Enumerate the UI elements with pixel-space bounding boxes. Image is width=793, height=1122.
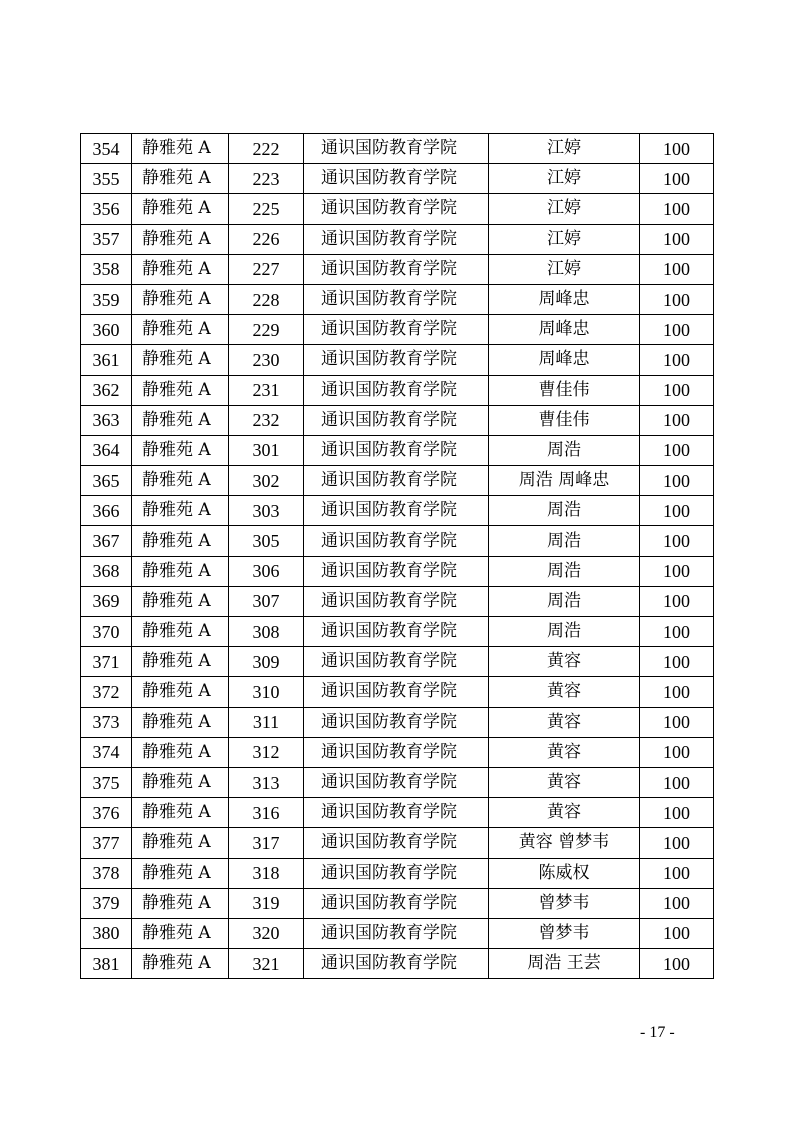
cell-college: 通识国防教育学院 [304, 556, 489, 586]
table-row [81, 194, 714, 224]
cell-building: 静雅苑 A [132, 858, 229, 888]
cell-score: 100 [640, 224, 714, 254]
cell-person-in-charge: 黄容 [489, 798, 640, 828]
cell-score: 100 [640, 284, 714, 314]
cell-college: 通识国防教育学院 [304, 254, 489, 284]
cell-room-number: 320 [229, 918, 304, 948]
table-row [81, 798, 714, 828]
cell-college: 通识国防教育学院 [304, 918, 489, 948]
cell-score: 100 [640, 375, 714, 405]
cell-room-number: 301 [229, 435, 304, 465]
cell-college: 通识国防教育学院 [304, 586, 489, 616]
cell-building: 静雅苑 A [132, 526, 229, 556]
cell-person-in-charge: 周峰忠 [489, 315, 640, 345]
table-body [81, 134, 714, 979]
cell-building: 静雅苑 A [132, 949, 229, 979]
cell-score: 100 [640, 888, 714, 918]
cell-score: 100 [640, 858, 714, 888]
cell-serial-number: 381 [81, 949, 132, 979]
cell-serial-number: 379 [81, 888, 132, 918]
cell-college: 通识国防教育学院 [304, 888, 489, 918]
cell-person-in-charge: 黄容 [489, 647, 640, 677]
table-row [81, 556, 714, 586]
cell-score: 100 [640, 737, 714, 767]
cell-serial-number: 362 [81, 375, 132, 405]
cell-room-number: 321 [229, 949, 304, 979]
dormitory-score-table [80, 133, 714, 979]
cell-serial-number: 354 [81, 134, 132, 164]
cell-serial-number: 358 [81, 254, 132, 284]
cell-person-in-charge: 周浩 [489, 556, 640, 586]
cell-serial-number: 363 [81, 405, 132, 435]
cell-score: 100 [640, 526, 714, 556]
table-row [81, 677, 714, 707]
cell-building: 静雅苑 A [132, 315, 229, 345]
cell-room-number: 313 [229, 767, 304, 797]
cell-room-number: 319 [229, 888, 304, 918]
cell-person-in-charge: 周浩 [489, 496, 640, 526]
cell-college: 通识国防教育学院 [304, 375, 489, 405]
cell-serial-number: 373 [81, 707, 132, 737]
cell-score: 100 [640, 647, 714, 677]
cell-score: 100 [640, 466, 714, 496]
cell-building: 静雅苑 A [132, 224, 229, 254]
cell-score: 100 [640, 617, 714, 647]
cell-room-number: 318 [229, 858, 304, 888]
cell-room-number: 222 [229, 134, 304, 164]
table-row [81, 617, 714, 647]
table-row [81, 284, 714, 314]
cell-room-number: 228 [229, 284, 304, 314]
cell-score: 100 [640, 315, 714, 345]
cell-room-number: 227 [229, 254, 304, 284]
cell-person-in-charge: 江婷 [489, 224, 640, 254]
cell-college: 通识国防教育学院 [304, 647, 489, 677]
cell-serial-number: 369 [81, 586, 132, 616]
cell-person-in-charge: 江婷 [489, 254, 640, 284]
table-row [81, 435, 714, 465]
cell-building: 静雅苑 A [132, 375, 229, 405]
cell-person-in-charge: 周峰忠 [489, 345, 640, 375]
cell-building: 静雅苑 A [132, 888, 229, 918]
cell-room-number: 226 [229, 224, 304, 254]
cell-score: 100 [640, 767, 714, 797]
cell-score: 100 [640, 435, 714, 465]
cell-building: 静雅苑 A [132, 617, 229, 647]
cell-score: 100 [640, 707, 714, 737]
table-row [81, 224, 714, 254]
cell-college: 通识国防教育学院 [304, 164, 489, 194]
cell-room-number: 311 [229, 707, 304, 737]
cell-building: 静雅苑 A [132, 918, 229, 948]
cell-building: 静雅苑 A [132, 345, 229, 375]
cell-serial-number: 374 [81, 737, 132, 767]
cell-room-number: 302 [229, 466, 304, 496]
cell-score: 100 [640, 496, 714, 526]
cell-serial-number: 356 [81, 194, 132, 224]
cell-serial-number: 368 [81, 556, 132, 586]
cell-serial-number: 380 [81, 918, 132, 948]
cell-serial-number: 366 [81, 496, 132, 526]
cell-serial-number: 372 [81, 677, 132, 707]
cell-person-in-charge: 江婷 [489, 194, 640, 224]
cell-building: 静雅苑 A [132, 164, 229, 194]
cell-room-number: 310 [229, 677, 304, 707]
table-row [81, 586, 714, 616]
cell-score: 100 [640, 586, 714, 616]
cell-college: 通识国防教育学院 [304, 435, 489, 465]
cell-college: 通识国防教育学院 [304, 315, 489, 345]
cell-room-number: 230 [229, 345, 304, 375]
cell-building: 静雅苑 A [132, 707, 229, 737]
cell-building: 静雅苑 A [132, 134, 229, 164]
cell-serial-number: 360 [81, 315, 132, 345]
cell-room-number: 223 [229, 164, 304, 194]
cell-serial-number: 361 [81, 345, 132, 375]
table-row [81, 918, 714, 948]
cell-college: 通识国防教育学院 [304, 496, 489, 526]
cell-serial-number: 377 [81, 828, 132, 858]
table-row [81, 345, 714, 375]
cell-person-in-charge: 曹佳伟 [489, 375, 640, 405]
cell-score: 100 [640, 798, 714, 828]
cell-building: 静雅苑 A [132, 254, 229, 284]
table-row [81, 647, 714, 677]
cell-person-in-charge: 陈威权 [489, 858, 640, 888]
cell-building: 静雅苑 A [132, 647, 229, 677]
cell-college: 通识国防教育学院 [304, 284, 489, 314]
cell-building: 静雅苑 A [132, 194, 229, 224]
cell-building: 静雅苑 A [132, 284, 229, 314]
cell-score: 100 [640, 345, 714, 375]
cell-building: 静雅苑 A [132, 798, 229, 828]
cell-room-number: 316 [229, 798, 304, 828]
cell-room-number: 308 [229, 617, 304, 647]
cell-score: 100 [640, 405, 714, 435]
cell-person-in-charge: 曾梦韦 [489, 888, 640, 918]
cell-score: 100 [640, 164, 714, 194]
table-row [81, 767, 714, 797]
cell-building: 静雅苑 A [132, 405, 229, 435]
cell-person-in-charge: 江婷 [489, 164, 640, 194]
cell-serial-number: 375 [81, 767, 132, 797]
cell-college: 通识国防教育学院 [304, 677, 489, 707]
table-row [81, 496, 714, 526]
cell-college: 通识国防教育学院 [304, 617, 489, 647]
table-row [81, 134, 714, 164]
cell-room-number: 305 [229, 526, 304, 556]
cell-person-in-charge: 周浩 [489, 435, 640, 465]
table-row [81, 375, 714, 405]
cell-building: 静雅苑 A [132, 586, 229, 616]
cell-serial-number: 365 [81, 466, 132, 496]
cell-room-number: 231 [229, 375, 304, 405]
cell-serial-number: 367 [81, 526, 132, 556]
cell-room-number: 317 [229, 828, 304, 858]
cell-building: 静雅苑 A [132, 435, 229, 465]
cell-room-number: 225 [229, 194, 304, 224]
cell-score: 100 [640, 556, 714, 586]
cell-person-in-charge: 周浩 王芸 [489, 949, 640, 979]
cell-score: 100 [640, 677, 714, 707]
cell-room-number: 229 [229, 315, 304, 345]
cell-room-number: 306 [229, 556, 304, 586]
cell-person-in-charge: 曹佳伟 [489, 405, 640, 435]
cell-building: 静雅苑 A [132, 767, 229, 797]
cell-building: 静雅苑 A [132, 677, 229, 707]
table-row [81, 466, 714, 496]
cell-serial-number: 355 [81, 164, 132, 194]
cell-building: 静雅苑 A [132, 828, 229, 858]
cell-score: 100 [640, 254, 714, 284]
cell-score: 100 [640, 949, 714, 979]
cell-person-in-charge: 周峰忠 [489, 284, 640, 314]
table-row [81, 949, 714, 979]
cell-room-number: 312 [229, 737, 304, 767]
cell-person-in-charge: 黄容 [489, 767, 640, 797]
cell-serial-number: 370 [81, 617, 132, 647]
cell-college: 通识国防教育学院 [304, 858, 489, 888]
cell-score: 100 [640, 918, 714, 948]
table-row [81, 164, 714, 194]
table-row [81, 315, 714, 345]
cell-room-number: 303 [229, 496, 304, 526]
cell-building: 静雅苑 A [132, 556, 229, 586]
table-row [81, 526, 714, 556]
cell-score: 100 [640, 828, 714, 858]
cell-score: 100 [640, 134, 714, 164]
cell-college: 通识国防教育学院 [304, 345, 489, 375]
cell-college: 通识国防教育学院 [304, 737, 489, 767]
cell-college: 通识国防教育学院 [304, 526, 489, 556]
cell-college: 通识国防教育学院 [304, 224, 489, 254]
cell-person-in-charge: 江婷 [489, 134, 640, 164]
cell-person-in-charge: 黄容 [489, 707, 640, 737]
cell-score: 100 [640, 194, 714, 224]
cell-room-number: 309 [229, 647, 304, 677]
cell-serial-number: 378 [81, 858, 132, 888]
cell-serial-number: 357 [81, 224, 132, 254]
cell-serial-number: 376 [81, 798, 132, 828]
cell-person-in-charge: 周浩 [489, 586, 640, 616]
table-row [81, 737, 714, 767]
cell-college: 通识国防教育学院 [304, 194, 489, 224]
cell-college: 通识国防教育学院 [304, 707, 489, 737]
cell-college: 通识国防教育学院 [304, 405, 489, 435]
cell-person-in-charge: 曾梦韦 [489, 918, 640, 948]
cell-person-in-charge: 周浩 周峰忠 [489, 466, 640, 496]
cell-serial-number: 359 [81, 284, 132, 314]
cell-building: 静雅苑 A [132, 737, 229, 767]
table-row [81, 858, 714, 888]
cell-college: 通识国防教育学院 [304, 466, 489, 496]
cell-person-in-charge: 黄容 曾梦韦 [489, 828, 640, 858]
table-row [81, 828, 714, 858]
cell-serial-number: 371 [81, 647, 132, 677]
cell-college: 通识国防教育学院 [304, 134, 489, 164]
page-number: - 17 - [640, 1024, 675, 1041]
cell-college: 通识国防教育学院 [304, 798, 489, 828]
dormitory-score-table-container [80, 133, 713, 979]
cell-person-in-charge: 周浩 [489, 617, 640, 647]
cell-room-number: 232 [229, 405, 304, 435]
cell-building: 静雅苑 A [132, 466, 229, 496]
table-row [81, 254, 714, 284]
cell-serial-number: 364 [81, 435, 132, 465]
cell-person-in-charge: 黄容 [489, 737, 640, 767]
table-row [81, 707, 714, 737]
cell-college: 通识国防教育学院 [304, 949, 489, 979]
cell-college: 通识国防教育学院 [304, 767, 489, 797]
cell-person-in-charge: 黄容 [489, 677, 640, 707]
cell-person-in-charge: 周浩 [489, 526, 640, 556]
cell-college: 通识国防教育学院 [304, 828, 489, 858]
cell-building: 静雅苑 A [132, 496, 229, 526]
cell-room-number: 307 [229, 586, 304, 616]
table-row [81, 888, 714, 918]
table-row [81, 405, 714, 435]
